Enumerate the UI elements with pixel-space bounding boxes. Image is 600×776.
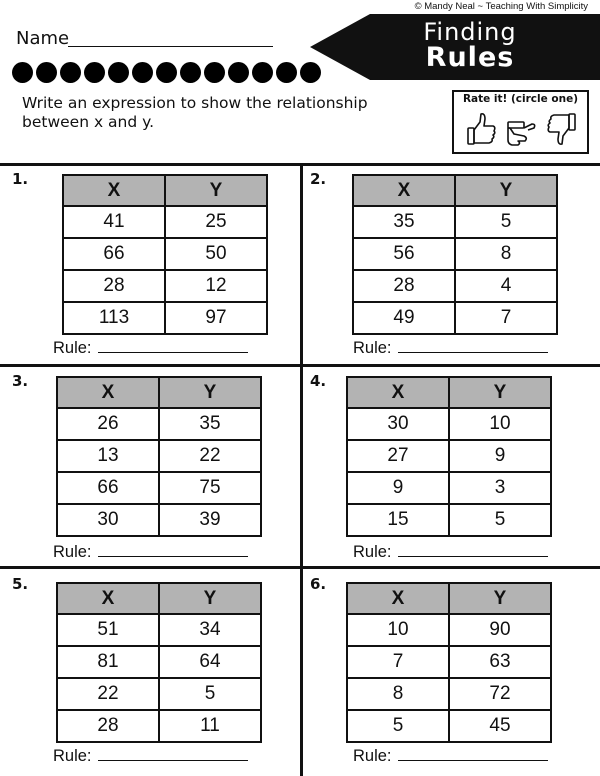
column-header-x: X <box>63 175 165 206</box>
y-value: 39 <box>159 504 261 536</box>
rate-it-box <box>452 90 589 154</box>
column-header-y: Y <box>449 377 551 408</box>
x-value: 66 <box>63 238 165 270</box>
table-header-row <box>63 175 267 206</box>
rule-row <box>353 542 548 562</box>
x-value: 56 <box>353 238 455 270</box>
table-row <box>57 678 261 710</box>
y-value: 25 <box>165 206 267 238</box>
name-label: Name <box>16 28 70 49</box>
table-row <box>57 472 261 504</box>
x-value: 28 <box>57 710 159 742</box>
y-value: 11 <box>159 710 261 742</box>
y-value: 45 <box>449 710 551 742</box>
x-value: 9 <box>347 472 449 504</box>
xy-table <box>56 582 262 743</box>
problem-number: 6. <box>310 575 327 593</box>
title-line-1: Finding <box>423 18 517 46</box>
x-value: 27 <box>347 440 449 472</box>
x-value: 5 <box>347 710 449 742</box>
x-value: 8 <box>347 678 449 710</box>
column-header-x: X <box>347 377 449 408</box>
table-header-row <box>347 583 551 614</box>
x-value: 35 <box>353 206 455 238</box>
table-row <box>347 408 551 440</box>
xy-table <box>346 582 552 743</box>
rule-row <box>53 746 248 766</box>
table-row <box>57 710 261 742</box>
y-value: 5 <box>159 678 261 710</box>
x-value: 15 <box>347 504 449 536</box>
problem-number: 3. <box>12 372 29 390</box>
x-value: 81 <box>57 646 159 678</box>
table-row <box>347 504 551 536</box>
column-header-x: X <box>347 583 449 614</box>
y-value: 72 <box>449 678 551 710</box>
x-value: 13 <box>57 440 159 472</box>
table-row <box>63 302 267 334</box>
column-header-y: Y <box>159 583 261 614</box>
x-value: 41 <box>63 206 165 238</box>
copyright-text: © Mandy Neal ~ Teaching With Simplicity <box>414 1 588 12</box>
rating-icons <box>458 110 585 150</box>
thumbs-down-icon[interactable] <box>548 114 575 144</box>
worksheet-title <box>380 20 560 72</box>
table-header-row <box>347 377 551 408</box>
problem-number: 2. <box>310 170 327 188</box>
y-value: 50 <box>165 238 267 270</box>
y-value: 22 <box>159 440 261 472</box>
table-row <box>57 408 261 440</box>
table-row <box>353 302 557 334</box>
xy-table <box>352 174 558 335</box>
table-row <box>347 646 551 678</box>
column-header-y: Y <box>159 377 261 408</box>
y-value: 90 <box>449 614 551 646</box>
rule-row <box>53 338 248 358</box>
x-value: 26 <box>57 408 159 440</box>
table-row <box>347 710 551 742</box>
x-value: 30 <box>57 504 159 536</box>
table-row <box>353 238 557 270</box>
x-value: 28 <box>353 270 455 302</box>
table-row <box>347 440 551 472</box>
table-row <box>57 614 261 646</box>
rule-label: Rule: <box>53 543 92 561</box>
rule-label: Rule: <box>53 339 92 357</box>
thumbs-up-icon[interactable] <box>468 114 495 144</box>
column-header-x: X <box>353 175 455 206</box>
rule-label: Rule: <box>353 747 392 765</box>
table-row <box>63 270 267 302</box>
xy-table <box>56 376 262 537</box>
rule-label: Rule: <box>353 543 392 561</box>
x-value: 51 <box>57 614 159 646</box>
y-value: 64 <box>159 646 261 678</box>
y-value: 34 <box>159 614 261 646</box>
column-header-y: Y <box>449 583 551 614</box>
x-value: 113 <box>63 302 165 334</box>
table-row <box>347 678 551 710</box>
section-divider-vertical <box>300 163 303 776</box>
column-header-y: Y <box>455 175 557 206</box>
thumbs-sideways-icon[interactable] <box>508 122 535 145</box>
rule-answer-line[interactable] <box>98 542 248 557</box>
rule-row <box>353 338 548 358</box>
x-value: 30 <box>347 408 449 440</box>
x-value: 7 <box>347 646 449 678</box>
rate-it-label: Rate it! (circle one) <box>462 93 579 105</box>
xy-table <box>62 174 268 335</box>
problem-number: 1. <box>12 170 29 188</box>
y-value: 9 <box>449 440 551 472</box>
rule-row <box>53 542 248 562</box>
x-value: 22 <box>57 678 159 710</box>
y-value: 7 <box>455 302 557 334</box>
column-header-x: X <box>57 377 159 408</box>
y-value: 63 <box>449 646 551 678</box>
y-value: 5 <box>455 206 557 238</box>
title-line-2: Rules <box>425 42 515 74</box>
table-header-row <box>353 175 557 206</box>
y-value: 10 <box>449 408 551 440</box>
y-value: 12 <box>165 270 267 302</box>
table-header-row <box>57 583 261 614</box>
rule-answer-line[interactable] <box>398 338 548 353</box>
rule-answer-line[interactable] <box>398 746 548 761</box>
x-value: 66 <box>57 472 159 504</box>
x-value: 10 <box>347 614 449 646</box>
rule-answer-line[interactable] <box>98 338 248 353</box>
xy-table <box>346 376 552 537</box>
rule-label: Rule: <box>353 339 392 357</box>
y-value: 8 <box>455 238 557 270</box>
x-value: 28 <box>63 270 165 302</box>
table-row <box>347 614 551 646</box>
column-header-y: Y <box>165 175 267 206</box>
table-row <box>57 646 261 678</box>
y-value: 4 <box>455 270 557 302</box>
rule-answer-line[interactable] <box>98 746 248 761</box>
problem-number: 4. <box>310 372 327 390</box>
table-header-row <box>57 377 261 408</box>
table-row <box>353 270 557 302</box>
rule-answer-line[interactable] <box>398 542 548 557</box>
table-row <box>353 206 557 238</box>
rule-row <box>353 746 548 766</box>
table-row <box>63 206 267 238</box>
table-row <box>57 504 261 536</box>
y-value: 5 <box>449 504 551 536</box>
rule-label: Rule: <box>53 747 92 765</box>
table-row <box>57 440 261 472</box>
x-value: 49 <box>353 302 455 334</box>
y-value: 75 <box>159 472 261 504</box>
y-value: 97 <box>165 302 267 334</box>
column-header-x: X <box>57 583 159 614</box>
y-value: 35 <box>159 408 261 440</box>
table-row <box>347 472 551 504</box>
table-row <box>63 238 267 270</box>
instructions-text: Write an expression to show the relationship between x and y. <box>22 94 368 131</box>
problem-number: 5. <box>12 575 29 593</box>
y-value: 3 <box>449 472 551 504</box>
